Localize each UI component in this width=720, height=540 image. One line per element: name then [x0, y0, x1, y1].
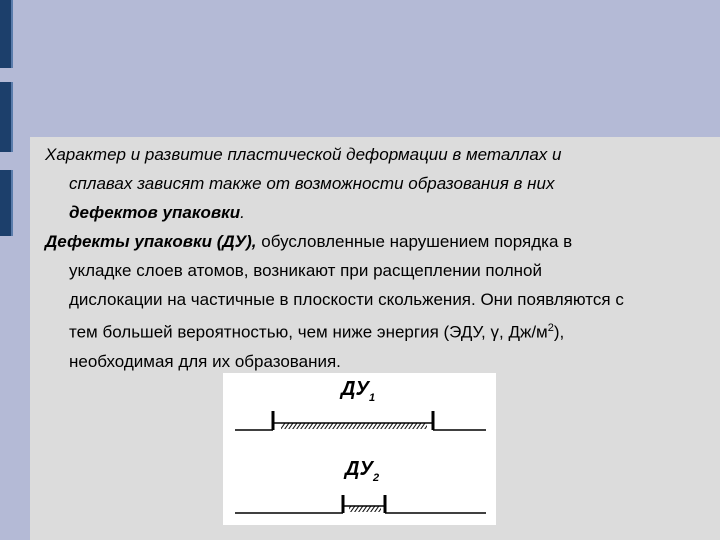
- p2-line-2: укладке слоев атомов, возникают при расщеплении полной: [69, 261, 542, 280]
- du1-subscript: 1: [369, 392, 376, 404]
- p2-line-1: [45, 227, 700, 256]
- p2-line-4-pre: тем большей вероятностью, чем ниже энергия (ЭДУ, γ, Дж/м: [69, 322, 548, 342]
- p2-superscript: 2: [547, 322, 554, 334]
- p2-line-3: дислокации на частичные в плоскости скольжения. Они появляются с: [69, 290, 624, 309]
- term-du: Дефекты упаковки (ДУ),: [45, 232, 257, 251]
- p2-line-1-rest: обусловленные нарушением порядка в: [256, 232, 573, 251]
- du1-label: ДУ: [341, 378, 369, 400]
- left-decor-bar: [0, 0, 14, 540]
- term-stacking-faults: дефектов упаковки: [69, 203, 241, 222]
- slide-text: [45, 140, 700, 376]
- left-bar-segment: [0, 170, 13, 236]
- left-bar-segment: [0, 0, 13, 68]
- p1-line-1: Характер и развитие пластической деформации в металлах и: [45, 145, 562, 164]
- du2-line: [235, 495, 486, 513]
- p2-line-4-post: ),: [553, 322, 565, 342]
- du1-line: [235, 411, 486, 430]
- p2-line-5: необходимая для их образования.: [69, 351, 341, 371]
- du2-label: ДУ: [345, 458, 373, 480]
- paragraph-1: [45, 140, 700, 227]
- p1-period: .: [240, 203, 245, 222]
- paragraph-2: [45, 227, 700, 376]
- stacking-fault-diagram: [223, 373, 496, 525]
- left-bar-segment: [0, 82, 13, 152]
- p2-line-4: [45, 314, 700, 347]
- p1-line-2: сплавах зависят также от возможности образования в них: [69, 174, 555, 193]
- du2-subscript: 2: [373, 472, 380, 484]
- stacking-fault-figure: [223, 373, 496, 525]
- p1-line-3: [45, 198, 700, 227]
